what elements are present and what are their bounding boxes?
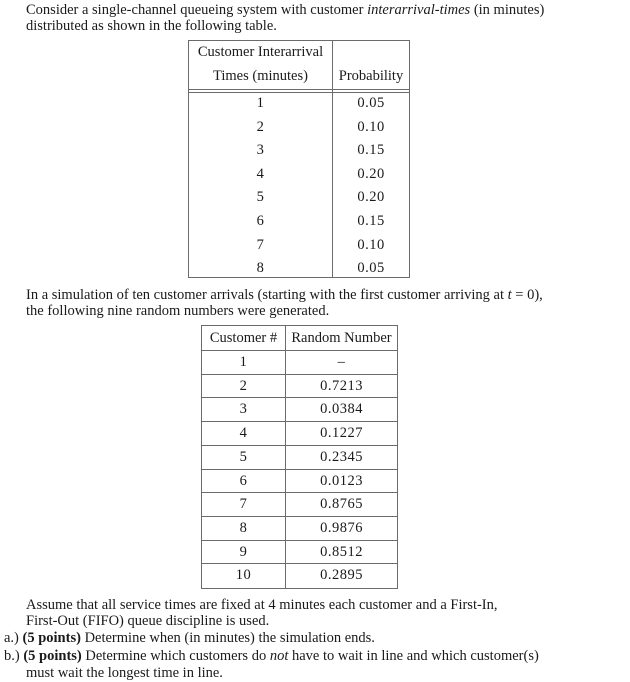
table-row-divider <box>202 374 397 375</box>
question-b-label: b.) <box>4 648 20 664</box>
customer-number-cell: 7 <box>239 496 248 513</box>
random-number-cell: 0.0123 <box>320 472 363 489</box>
table-row-divider <box>202 469 397 470</box>
table-row-divider <box>202 540 397 541</box>
customer-number-cell: 4 <box>239 425 248 442</box>
probability-cell: 0.15 <box>357 213 385 229</box>
interarrival-time-cell: 6 <box>256 213 265 229</box>
probability-cell: 0.10 <box>357 118 385 135</box>
header-random-number: Random Number <box>291 330 392 346</box>
question-a <box>4 630 375 647</box>
table-header-rule <box>202 350 397 351</box>
interarrival-time-cell: 7 <box>256 236 265 253</box>
interarrival-time-cell: 2 <box>256 118 265 135</box>
question-b-line-2: must wait the longest time in line. <box>26 665 223 681</box>
table-row-divider <box>202 516 397 517</box>
question-b-emphasis: not <box>269 648 289 664</box>
probability-cell: 0.20 <box>357 165 385 182</box>
customer-number-cell: 2 <box>239 377 248 394</box>
customer-number-cell: 9 <box>239 543 248 560</box>
question-b <box>4 648 539 665</box>
question-a-text: Determine when (in minutes) the simulation ends. <box>80 630 375 646</box>
probability-cell: 0.10 <box>357 236 385 253</box>
customer-number-cell: 1 <box>239 354 248 370</box>
customer-number-cell: 5 <box>239 448 248 465</box>
intro-line-2: distributed as shown in the following table. <box>26 18 277 34</box>
customer-number-cell: 6 <box>239 472 248 489</box>
random-number-cell: – <box>337 354 346 370</box>
random-number-table <box>201 325 398 589</box>
interarrival-time-cell: 5 <box>256 189 265 206</box>
random-number-cell: 0.2345 <box>320 448 363 465</box>
middle-text-a: In a simulation of ten customer arrivals (starting with the first customer arriving at <box>26 287 508 303</box>
random-number-cell: 0.8765 <box>320 496 363 513</box>
intro-emphasis: interarrival-times <box>367 2 471 18</box>
probability-cell: 0.20 <box>357 189 385 206</box>
header-interarrival-line1: Customer Interarrival <box>197 44 324 60</box>
probability-cell: 0.05 <box>357 95 385 111</box>
question-b-text-a: Determine which customers do <box>81 648 270 664</box>
random-number-cell: 0.2895 <box>320 567 363 584</box>
interarrival-time-cell: 4 <box>256 165 265 182</box>
table-row-divider <box>202 492 397 493</box>
question-a-points: (5 points) <box>22 630 81 646</box>
interarrival-time-cell: 8 <box>256 260 265 277</box>
customer-number-cell: 3 <box>239 401 248 418</box>
middle-line-2: the following nine random numbers were generated. <box>26 303 330 319</box>
interarrival-time-cell: 3 <box>256 142 265 159</box>
question-a-label: a.) <box>4 630 19 646</box>
table-row-divider <box>202 397 397 398</box>
random-number-cell: 0.7213 <box>320 377 363 394</box>
middle-line-1 <box>26 287 543 304</box>
intro-text-b: (in minutes) <box>470 2 545 18</box>
variable-t: t <box>507 287 512 303</box>
probability-cell: 0.05 <box>357 260 385 277</box>
interarrival-time-cell: 1 <box>256 95 265 111</box>
table-header-rule <box>189 89 409 90</box>
middle-text-b: = 0), <box>511 287 543 303</box>
header-probability: Probability <box>338 68 404 84</box>
intro-line-1 <box>26 2 544 19</box>
customer-number-cell: 10 <box>235 567 252 584</box>
table-header-rule-double <box>189 92 409 93</box>
header-interarrival-line2: Times (minutes) <box>213 68 308 84</box>
customer-number-cell: 8 <box>239 519 248 536</box>
question-b-text-b: have to wait in line and which customer(s) <box>288 648 539 664</box>
assumption-line-1: Assume that all service times are fixed at 4 minutes each customer and a First-In, <box>26 597 498 613</box>
intro-text-a: Consider a single-channel queueing system with customer <box>26 2 368 18</box>
random-number-cell: 0.9876 <box>320 519 363 536</box>
assumption-line-2: First-Out (FIFO) queue discipline is used. <box>26 613 270 629</box>
table-row-divider <box>202 445 397 446</box>
random-number-cell: 0.1227 <box>320 425 363 442</box>
random-number-cell: 0.0384 <box>320 401 363 418</box>
table-row-divider <box>202 563 397 564</box>
question-b-points: (5 points) <box>23 648 82 664</box>
probability-cell: 0.15 <box>357 142 385 159</box>
table-row-divider <box>202 421 397 422</box>
random-number-cell: 0.8512 <box>320 543 363 560</box>
interarrival-table <box>188 40 410 278</box>
header-customer-number: Customer # <box>209 330 278 346</box>
